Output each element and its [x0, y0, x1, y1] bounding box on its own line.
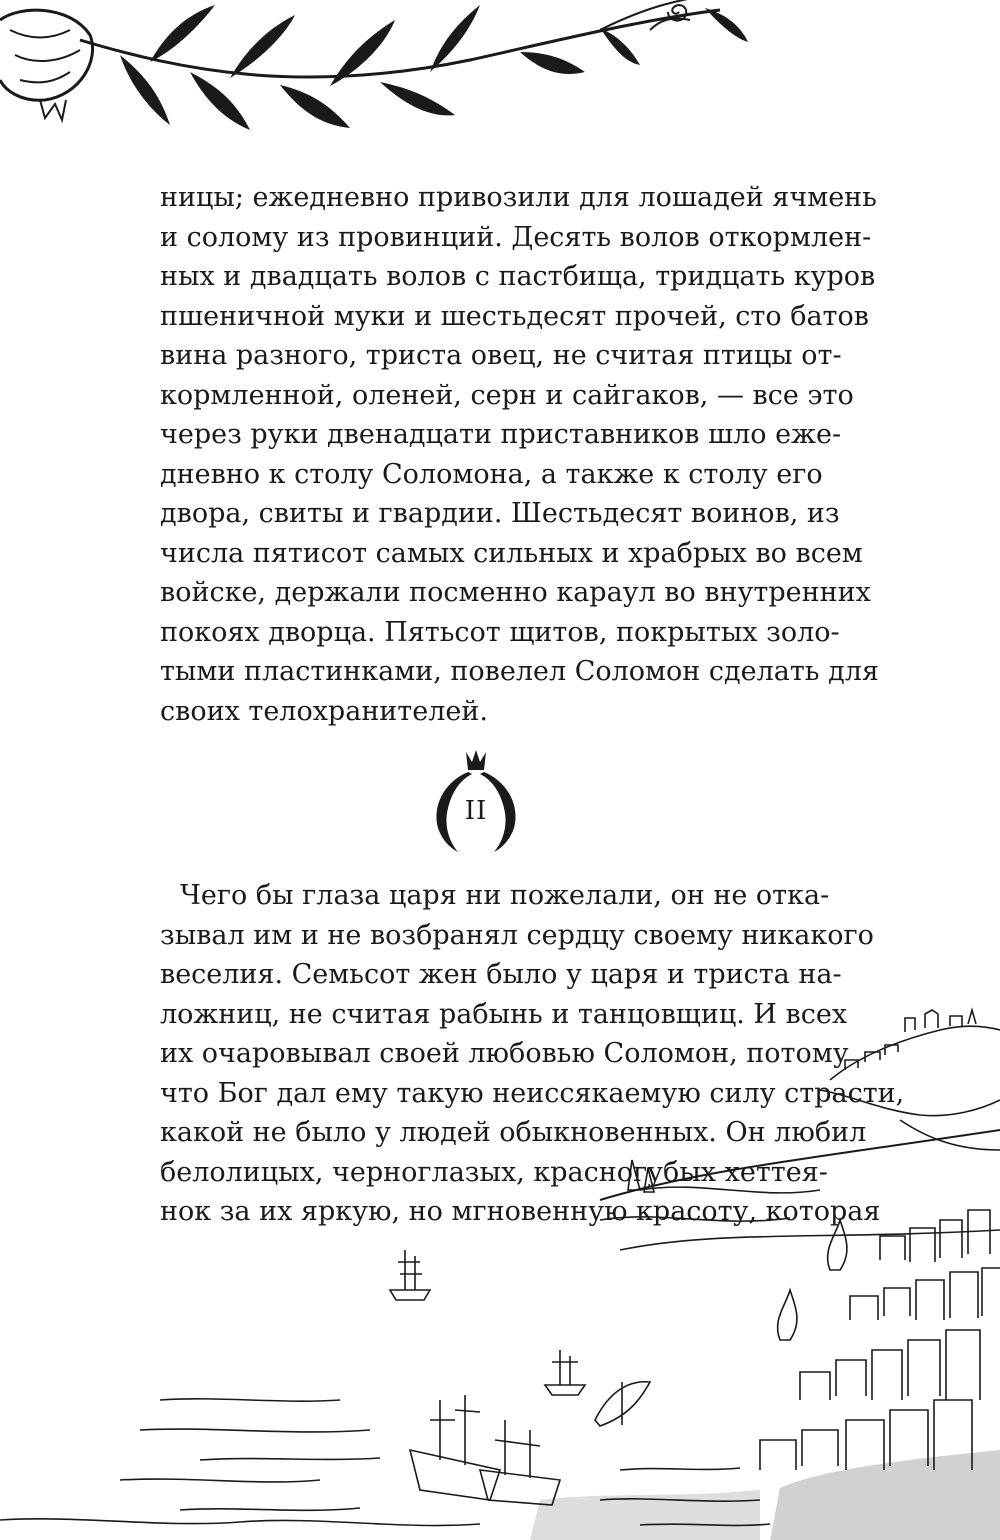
text-line: Чего бы глаза царя ни пожелали, он не отка- — [180, 880, 830, 911]
text-line: покоях дворца. Пятьсот щитов, покрытых золо- — [160, 616, 840, 648]
text-line: ницы; ежедневно привозили для лошадей ячмень — [160, 182, 877, 213]
text-line: числа пятисот самых сильных и храбрых во всем — [160, 537, 863, 569]
text-line: своих телохранителей. — [160, 695, 488, 727]
chapter-number: II — [464, 796, 488, 826]
text-line: через руки двенадцати приставников шло еже- — [160, 419, 842, 450]
text-line: зывал им и не возбранял сердцу своему никакого — [160, 919, 874, 951]
text-line: дневно к столу Соломона, а также к столу его — [160, 458, 823, 490]
text-line: вина разного, триста овец, не считая птицы от- — [160, 340, 842, 371]
text-line: и солому из провинций. Десять волов откормлен- — [160, 221, 872, 253]
text-line: веселия. Семьсот жен было у царя и триста на- — [160, 959, 842, 990]
paragraph-1 — [160, 178, 879, 731]
text-line: пшеничной муки и шестьдесят прочей, сто батов — [160, 300, 869, 332]
text-line: что Бог дал ему такую неиссякаемую силу страсти, — [160, 1077, 905, 1109]
text-line: ложниц, не считая рабынь и танцовщиц. И всех — [160, 998, 848, 1030]
text-line: какой не было у людей обыкновенных. Он любил — [160, 1117, 867, 1148]
text-line: тыми пластинками, повелел Соломон сделать для — [160, 656, 879, 687]
text-line: нок за их яркую, но мгновенную красоту, которая — [160, 1196, 881, 1227]
harbor-city-illustration — [0, 1000, 1000, 1540]
chapter-marker — [430, 748, 522, 858]
text-line: ных и двадцать волов с пастбища, тридцать куров — [160, 261, 876, 292]
text-line: двора, свиты и гвардии. Шестьдесят воинов, из — [160, 498, 840, 529]
text-line: их очаровывал своей любовью Соломон, потому — [160, 1038, 849, 1069]
text-line: войске, держали посменно караул во внутренних — [160, 577, 871, 608]
pomegranate-branch-illustration — [0, 0, 1000, 140]
text-line: кормленной, оленей, серн и сайгаков, — все это — [160, 379, 854, 411]
text-line: белолицых, черноглазых, красногубых хеттея- — [160, 1156, 828, 1188]
